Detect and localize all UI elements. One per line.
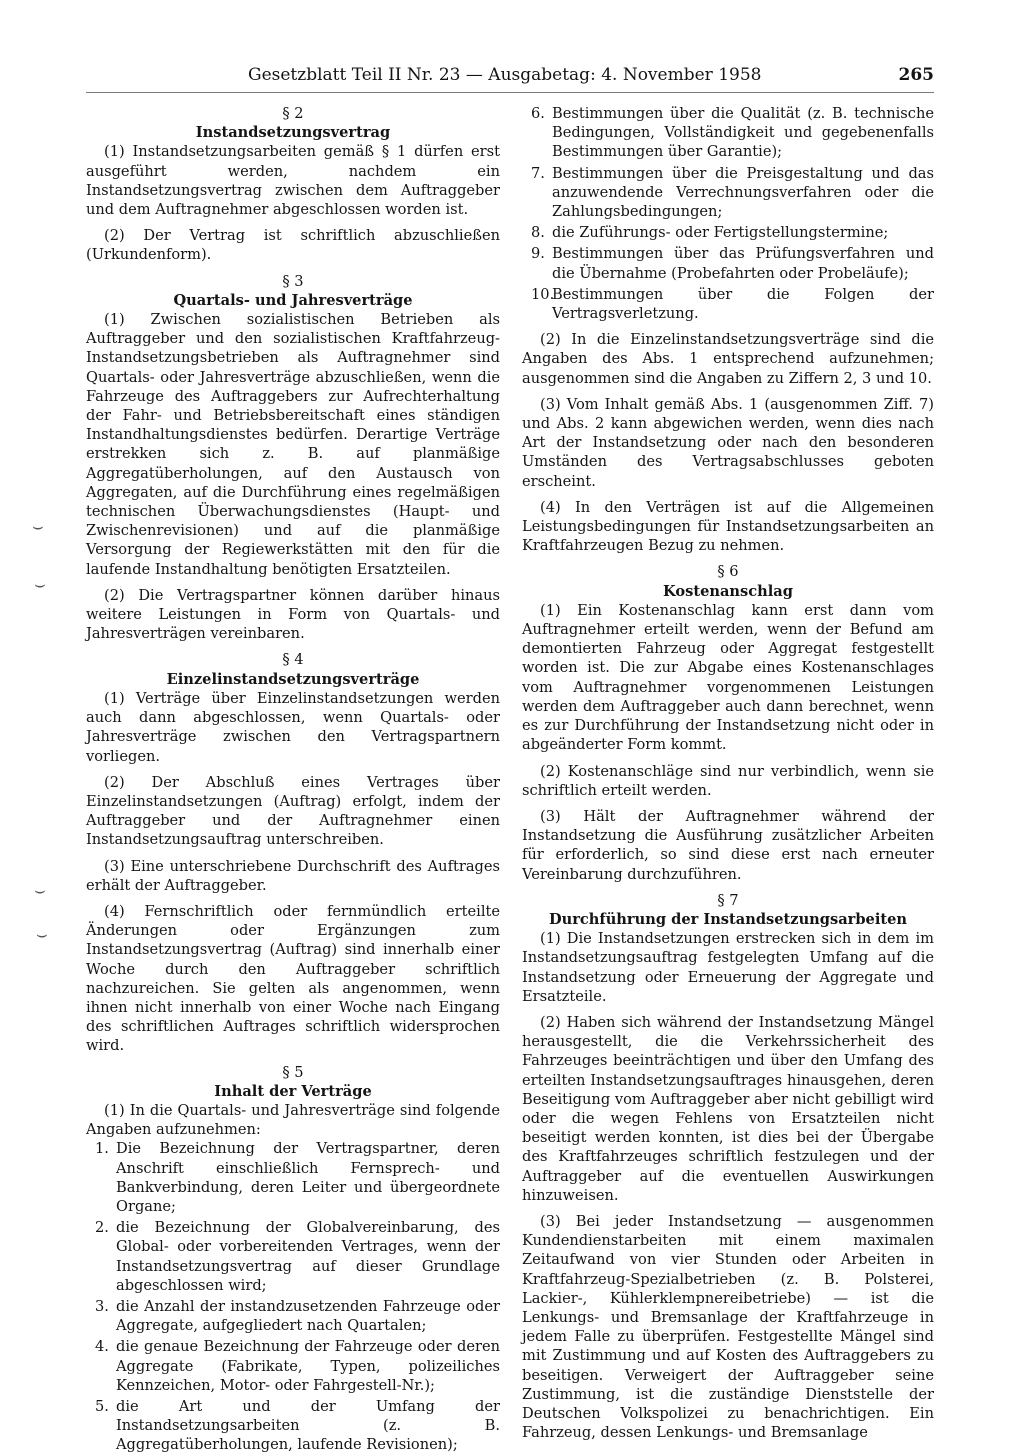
paragraph: (1) Verträge über Einzelinstandsetzungen werden auch dann abgeschlossen, wenn Quartals- oder Jahresverträge zwischen den Vertragspartnern vorliegen. xyxy=(86,689,500,765)
list-item xyxy=(86,1397,500,1455)
section-number: § 5 xyxy=(282,1063,304,1081)
section-number: § 2 xyxy=(282,105,304,122)
section-heading: Durchführung der Instandsetzungsarbeiten xyxy=(548,910,908,928)
running-title: Gesetzblatt Teil II Nr. 23 — Ausgabetag: 4. November 1958 xyxy=(248,65,762,85)
list-number: 1. xyxy=(95,1140,109,1158)
list-item xyxy=(522,104,934,162)
list-item xyxy=(86,1139,500,1216)
list-number: 10. xyxy=(531,285,555,303)
section-number: § 3 xyxy=(282,272,304,290)
section-heading: Quartals- und Jahresverträge xyxy=(173,291,413,309)
list-item xyxy=(86,1297,500,1335)
section-number: § 7 xyxy=(717,891,739,909)
margin-mark: ⌣ xyxy=(32,516,44,537)
section-heading: Kostenanschlag xyxy=(663,582,793,600)
section-heading: Inhalt der Verträge xyxy=(214,1082,372,1100)
list-text: Bestimmungen über das Prüfungsverfahren und die Übernahme (Probefahrten oder Probeläufe); xyxy=(552,245,934,282)
section-heading: Instandsetzungsvertrag xyxy=(195,124,391,142)
list-text: Die Bezeichnung der Vertragspartner, deren Anschrift einschließlich Fernsprech- und Bankverbindung, deren Leiter und übergeordnete Organe; xyxy=(116,1140,500,1215)
list-item xyxy=(86,1218,500,1295)
paragraph: (3) Bei jeder Instandsetzung — ausgenommen Kundendienstarbeiten mit einem maximalen Zeitaufwand von vier Stunden oder Arbeiten in Kraftfahrzeug-Spezialbetrieben (z. B. Polsterei, Lackier-, Kühlerklempnereibetriebe) — ist die Lenkungs- und Bremsanlage der Kraftfahrzeuge in jedem Falle zu überprüfen. Festgestellte Mängel sind mit Zustimmung und auf Kosten des Auftraggebers zu beseitigen. Verweigert der Auftraggeber seine Zustimmung, ist die zuständige Dienststelle der Deutschen Volkspolizei zu benachrichtigen. Ein Fahrzeug, dessen Lenkungs- und Bremsanlage xyxy=(522,1212,934,1442)
list-item xyxy=(522,223,934,242)
page-number: 265 xyxy=(898,65,934,85)
paragraph: (1) In die Quartals- und Jahresverträge sind folgende Angaben aufzunehmen: xyxy=(86,1101,500,1139)
list-item xyxy=(522,244,934,282)
paragraph: (1) Ein Kostenanschlag kann erst dann vom Auftragnehmer erteilt werden, wenn der Befund am demontierten Fahrzeug oder Aggregat festgestellt worden ist. Die zur Abgabe eines Kostenanschlages vom Auftragnehmer vorgenommenen Leistungen werden dem Auftraggeber auch dann berechnet, wenn es zur Durchführung der Instandsetzung nicht oder in abgeänderter Form kommt. xyxy=(522,601,934,754)
paragraph: (2) Der Abschluß eines Vertrages über Einzelinstandsetzungen (Auftrag) erfolgt, indem der Auftraggeber und der Auftragnehmer einen Instandsetzungsauftrag unterschreiben. xyxy=(86,773,500,849)
list-text: die Anzahl der instandzusetzenden Fahrzeuge oder Aggregate, aufgegliedert nach Quartalen; xyxy=(116,1297,500,1335)
paragraph: (1) Die Instandsetzungen erstrecken sich in dem im Instandsetzungsauftrag festgelegten Umfang auf die Instandsetzung oder Erneuerung der Aggregate und Ersatzteile. xyxy=(522,930,934,1005)
paragraph: (2) Haben sich während der Instandsetzung Mängel herausgestellt, die die Verkehrssicherheit des Fahrzeuges beeinträchtigen und über den Umfang des erteilten Instandsetzungsauftrages hinausgehen, deren Beseitigung vom Auftraggeber aber nicht gebilligt wird oder die wegen Fehlens von Ersatzteilen nicht beseitigt werden konnten, ist dies bei der Übergabe des Kraftfahrzeuges schriftlich festzulegen und der Auftraggeber auf die eventuellen Auswirkungen hinzuweisen. xyxy=(522,1013,934,1204)
paragraph: (3) Vom Inhalt gemäß Abs. 1 (ausgenommen Ziff. 7) und Abs. 2 kann abgewichen werden, wenn dies nach Art der Instandsetzung oder nach den besonderen Umständen des Vertragsabschlusses geboten erscheint. xyxy=(522,395,934,490)
list-text: Bestimmungen über die Folgen der Vertragsverletzung. xyxy=(552,285,934,323)
paragraph: (2) Der Vertrag ist schriftlich abzuschließen (Urkundenform). xyxy=(86,227,500,264)
list-text: Bestimmungen über die Qualität (z. B. technische Bedingungen, Vollständigkeit und gegebenenfalls Bestimmungen über Garantie); xyxy=(552,105,934,161)
margin-mark: ⌣ xyxy=(34,574,46,595)
list-number: 5. xyxy=(95,1398,109,1415)
list-text: die Zuführungs- oder Fertigstellungstermine; xyxy=(552,224,889,242)
margin-mark: ⌣ xyxy=(36,924,48,945)
list-item xyxy=(522,164,934,222)
running-header xyxy=(248,64,934,86)
paragraph: (4) In den Verträgen ist auf die Allgemeinen Leistungsbedingungen für Instandsetzungsarbeiten an Kraftfahrzeugen Bezug zu nehmen. xyxy=(522,498,934,555)
list-number: 3. xyxy=(95,1297,109,1315)
list-number: 2. xyxy=(95,1219,109,1237)
list-number: 9. xyxy=(531,245,545,263)
list-item xyxy=(522,285,934,323)
list-text: die genaue Bezeichnung der Fahrzeuge oder deren Aggregate (Fabrikate, Typen, polizeiliches Kennzeichen, Motor- oder Fahrgestell-Nr.); xyxy=(116,1338,500,1394)
right-column xyxy=(522,104,934,1442)
section-number: § 6 xyxy=(717,563,739,581)
paragraph: (2) In die Einzelinstandsetzungsverträge sind die Angaben des Abs. 1 entsprechend aufzunehmen; ausgenommen sind die Angaben zu Ziffern 2, 3 und 10. xyxy=(522,331,934,387)
list-number: 6. xyxy=(531,105,545,122)
paragraph: (3) Eine unterschriebene Durchschrift des Auftrages erhält der Auftraggeber. xyxy=(86,857,500,894)
paragraph: (1) Instandsetzungsarbeiten gemäß § 1 dürfen erst ausgeführt werden, nachdem ein Instandsetzungsvertrag zwischen dem Auftraggeber und dem Auftragnehmer abgeschlossen worden ist. xyxy=(86,143,500,219)
list-text: die Art und der Umfang der Instandsetzungsarbeiten (z. B. Aggregatüberholungen, laufende Revisionen); xyxy=(116,1398,500,1454)
paragraph: (3) Hält der Auftragnehmer während der Instandsetzung die Ausführung zusätzlicher Arbeiten für erforderlich, so sind diese erst nach erneuter Vereinbarung durchzuführen. xyxy=(522,807,934,883)
list-number: 4. xyxy=(95,1338,109,1356)
section-number: § 4 xyxy=(282,651,304,669)
left-column xyxy=(86,104,500,1455)
section-heading: Einzelinstandsetzungsverträge xyxy=(166,670,420,688)
paragraph: (4) Fernschriftlich oder fernmündlich erteilte Änderungen oder Ergänzungen zum Instandsetzungsvertrag (Auftrag) sind innerhalb einer Woche durch den Auftraggeber schriftlich nachzureichen. Sie gelten als angenommen, wenn ihnen nicht innerhalb von einer Woche nach Eingang des schriftlichen Auftrages schriftlich widersprochen wird. xyxy=(86,902,500,1055)
margin-mark: ⌣ xyxy=(34,880,46,901)
list-text: die Bezeichnung der Globalvereinbarung, des Global- oder vorbereitenden Vertrages, wenn der Instandsetzungsvertrag auf dieser Grundlage abgeschlossen wird; xyxy=(116,1219,500,1294)
list-number: 8. xyxy=(531,224,545,242)
paragraph: (2) Die Vertragspartner können darüber hinaus weitere Leistungen in Form von Quartals- und Jahresverträgen vereinbaren. xyxy=(86,586,500,643)
list-number: 7. xyxy=(531,164,545,182)
list-item xyxy=(86,1337,500,1395)
paragraph: (1) Zwischen sozialistischen Betrieben als Auftraggeber und den sozialistischen Kraftfahrzeug-Instandsetzungsbetrieben als Auftragnehmer sind Quartals- oder Jahresverträge abzuschließen, wenn die Fahrzeuge des Auftraggebers zur Aufrechterhaltung der Fahr- und Betriebsbereitschaft eines ständigen Instandhaltungsdienstes bedürfen. Derartige Verträge erstrekken sich z. B. auf planmäßige Aggregatüberholungen, auf den Austausch von Aggregaten, auf die Durchführung eines regelmäßigen technischen Überwachungsdienstes (Haupt- und Zwischenrevisionen) und auf die planmäßige Versorgung der Regiewerkstätten mit den für die laufende Instandhaltung benötigten Ersatzteilen. xyxy=(86,311,500,578)
list-text: Bestimmungen über die Preisgestaltung und das anzuwendende Verrechnungsverfahren oder die Zahlungsbedingungen; xyxy=(552,164,934,221)
paragraph: (2) Kostenanschläge sind nur verbindlich, wenn sie schriftlich erteilt werden. xyxy=(522,762,934,799)
header-rule xyxy=(86,92,934,93)
